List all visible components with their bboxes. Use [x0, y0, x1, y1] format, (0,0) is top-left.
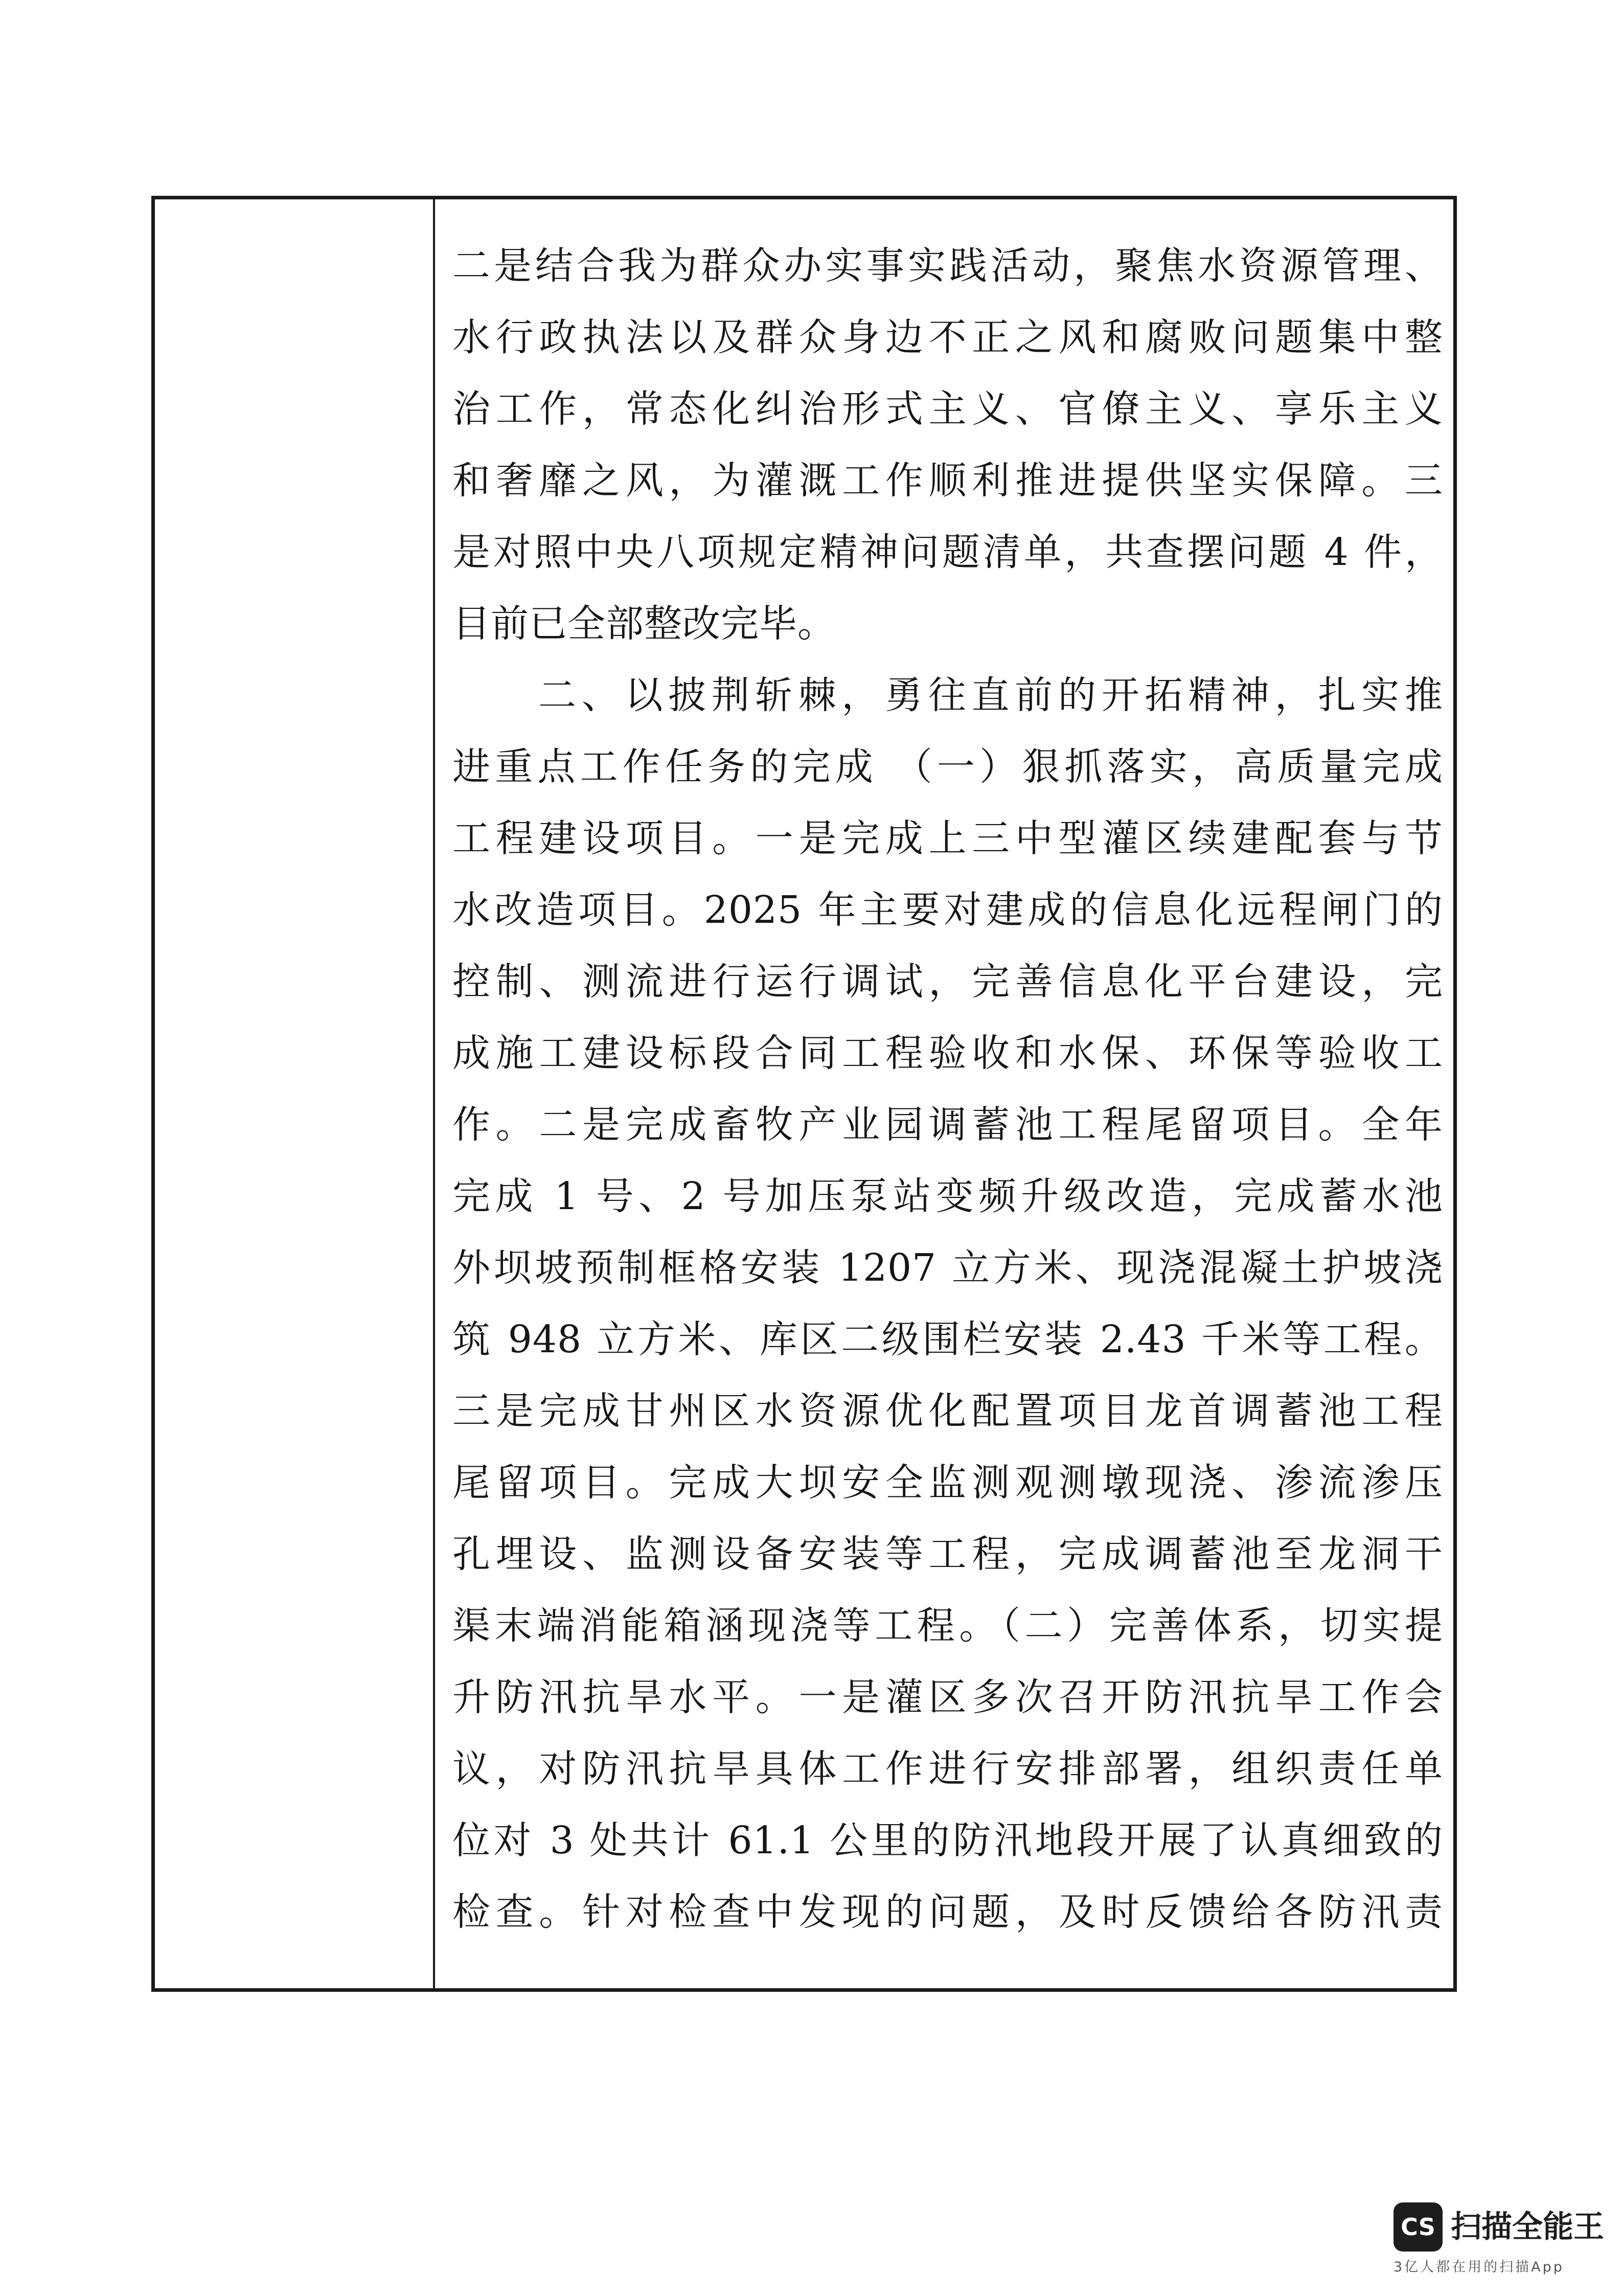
text-line: 水改造项目。2025 年主要对建成的信息化远程闸门的: [452, 888, 1443, 932]
watermark-slogan: 3亿人都在用的扫描App: [1393, 2259, 1564, 2275]
text-line: 升防汛抗旱水平。一是灌区多次召开防汛抗旱工作会: [452, 1675, 1443, 1719]
text-line: 渠末端消能箱涵现浇等工程。（二）完善体系，切实提: [452, 1604, 1443, 1648]
text-line: 位对 3 处共计 61.1 公里的防汛地段开展了认真细致的: [452, 1818, 1443, 1862]
text-line: 外坝坡预制框格安装 1207 立方米、现浇混凝土护坡浇: [452, 1246, 1443, 1290]
text-line: 三是完成甘州区水资源优化配置项目龙首调蓄池工程: [452, 1389, 1443, 1433]
column-divider: [433, 199, 435, 1988]
text-line: 是对照中央八项规定精神问题清单，共查摆问题 4 件，: [452, 530, 1443, 574]
text-line: 孔埋设、监测设备安装等工程，完成调蓄池至龙洞干: [452, 1532, 1443, 1576]
text-line: 和奢靡之风，为灌溉工作顺利推进提供坚实保障。三: [452, 459, 1443, 503]
table-left-cell: [155, 199, 433, 1988]
watermark-title: 扫描全能王: [1451, 2209, 1604, 2245]
document-table: [151, 196, 1457, 1992]
text-line: 水行政执法以及群众身边不正之风和腐败问题集中整: [452, 315, 1443, 359]
text-line: 检查。针对检查中发现的问题，及时反馈给各防汛责: [452, 1890, 1443, 1934]
text-line: 进重点工作任务的完成 （一）狠抓落实，高质量完成: [452, 745, 1443, 789]
text-line: 成施工建设标段合同工程验收和水保、环保等验收工: [452, 1031, 1443, 1075]
paragraph-heading: 二、以披荆斩棘，勇往直前的开拓精神，扎实推: [538, 673, 1443, 717]
text-line: 治工作，常态化纠治形式主义、官僚主义、享乐主义: [452, 387, 1443, 431]
text-line: 作。二是完成畜牧产业园调蓄池工程尾留项目。全年: [452, 1103, 1443, 1147]
scanner-watermark: [1393, 2202, 1604, 2275]
table-content-cell: [452, 199, 1443, 1988]
text-line: 尾留项目。完成大坝安全监测观测墩现浇、渗流渗压: [452, 1461, 1443, 1505]
text-line: 议，对防汛抗旱具体工作进行安排部署，组织责任单: [452, 1747, 1443, 1791]
camscanner-logo-icon: CS: [1393, 2202, 1443, 2252]
text-line: 完成 1 号、2 号加压泵站变频升级改造，完成蓄水池: [452, 1174, 1443, 1218]
text-line: 筑 948 立方米、库区二级围栏安装 2.43 千米等工程。: [452, 1317, 1443, 1361]
text-line: 二是结合我为群众办实事实践活动，聚焦水资源管理、: [452, 244, 1443, 288]
text-line: 目前已全部整改完毕。: [452, 602, 836, 646]
text-line: 工程建设项目。一是完成上三中型灌区续建配套与节: [452, 816, 1443, 860]
text-line: 控制、测流进行运行调试，完善信息化平台建设，完: [452, 960, 1443, 1004]
